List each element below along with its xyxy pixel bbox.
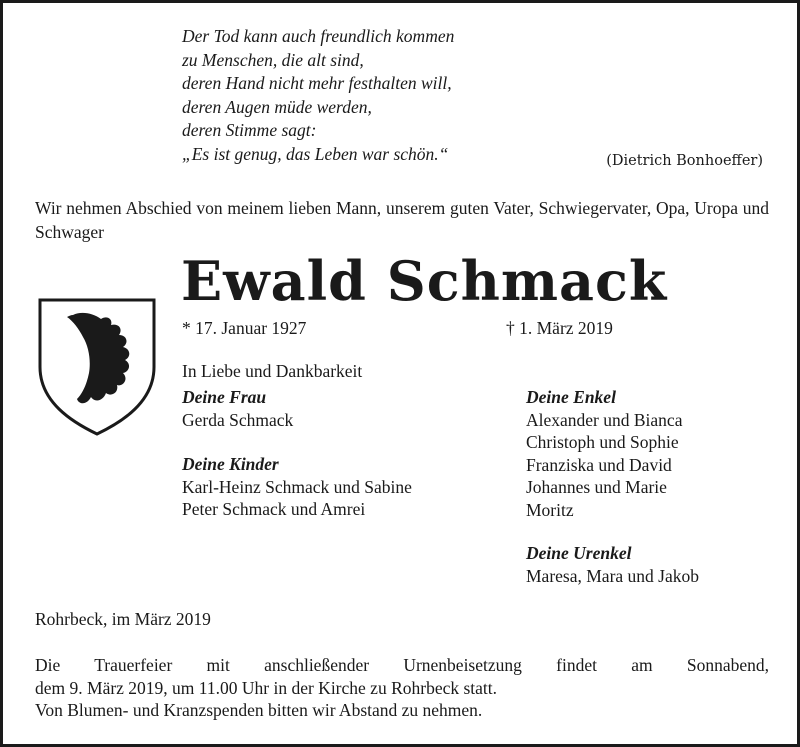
mourner-name: Alexander und Bianca	[526, 409, 683, 430]
poem-line: zu Menschen, die alt sind,	[182, 49, 364, 70]
thanks-text: In Liebe und Dankbarkeit	[182, 361, 363, 381]
poem-line: deren Hand nicht mehr festhalten will,	[182, 73, 452, 93]
funeral-line: Von Blumen- und Kranzspenden bitten wir Abstand zu nehmen.	[35, 700, 483, 720]
grandchildren-heading: Deine Enkel	[526, 387, 616, 407]
poem-author: (Dietrich Bonhoeffer)	[606, 153, 763, 169]
mourner-name: Gerda Schmack	[182, 409, 294, 430]
poem-line: deren Stimme sagt:	[182, 120, 317, 140]
funeral-line: Die Trauerfeier mit anschließender Urnenbeisetzung findet am Sonnabend,	[35, 655, 769, 675]
mourner-name: Christoph und Sophie	[526, 432, 679, 452]
intro-text: Wir nehmen Abschied von meinem lieben Mann, unserem guten Vater, Schwiegervater, Opa, Uropa und Schwager	[35, 198, 769, 242]
mourner-name: Maresa, Mara und Jakob	[526, 565, 700, 586]
funeral-notice	[35, 654, 769, 722]
great-grandchildren-section	[526, 542, 699, 587]
great-grandchildren-heading: Deine Urenkel	[526, 543, 632, 563]
poem-line: „Es ist genug, das Leben war schön.“	[182, 143, 449, 164]
thanks-line	[182, 360, 362, 383]
children-section	[182, 453, 412, 521]
poem-line: deren Augen müde werden,	[182, 96, 372, 117]
mourner-name: Moritz	[526, 499, 574, 520]
deceased-name: Ewald Schmack	[181, 249, 668, 313]
wife-heading: Deine Frau	[182, 387, 267, 407]
mourner-name: Johannes und Marie	[526, 477, 667, 497]
poem	[182, 25, 602, 166]
death-date: † 1. März 2019	[506, 318, 613, 338]
mourner-name: Peter Schmack und Amrei	[182, 499, 366, 519]
mourner-name: Franziska und David	[526, 454, 672, 475]
place-date: Rohrbeck, im März 2019	[35, 609, 211, 629]
coat-of-arms-shield-icon	[37, 297, 157, 437]
poem-line: Der Tod kann auch freundlich kommen	[182, 26, 455, 46]
funeral-line: dem 9. März 2019, um 11.00 Uhr in der Kirche zu Rohrbeck statt.	[35, 677, 498, 698]
children-heading: Deine Kinder	[182, 454, 279, 474]
wife-section	[182, 386, 293, 431]
grandchildren-section	[526, 386, 682, 521]
mourner-name: Karl-Heinz Schmack und Sabine	[182, 476, 412, 497]
birth-date: * 17. Januar 1927	[182, 318, 307, 338]
